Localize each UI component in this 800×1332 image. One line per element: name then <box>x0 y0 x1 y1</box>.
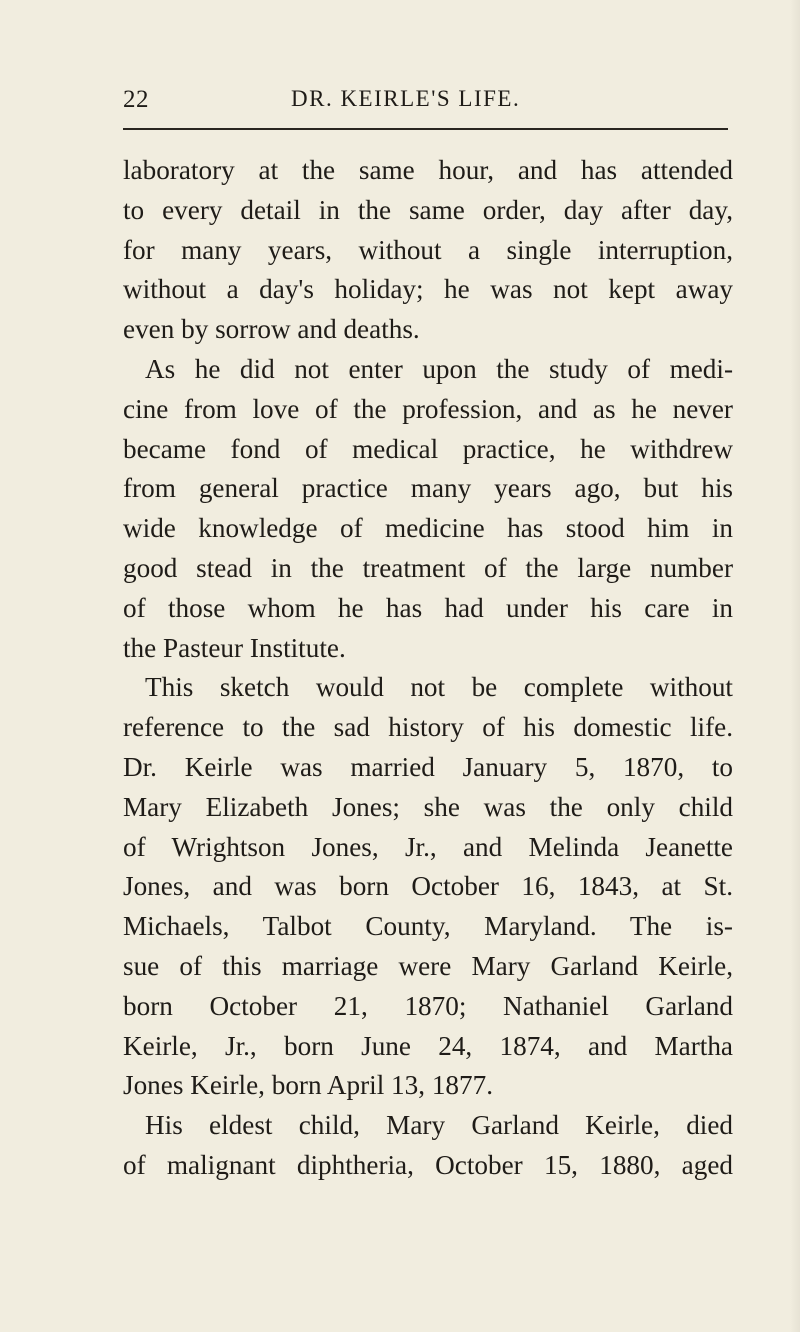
text-line: This sketch would not be complete without <box>145 672 733 703</box>
text-line: reference to the sad history of his domestic life. <box>123 712 733 743</box>
text-line: born October 21, 1870; Nathaniel Garland <box>123 990 733 1021</box>
text-line: to every detail in the same order, day after day, <box>123 194 733 225</box>
text-line: without a day's holiday; he was not kept away <box>123 274 733 305</box>
text-line: Michaels, Talbot County, Maryland. The is- <box>123 911 733 942</box>
text-line: good stead in the treatment of the large number <box>123 552 733 583</box>
body-text <box>123 151 733 1186</box>
text-line: As he did not enter upon the study of medi- <box>145 353 733 384</box>
running-head: DR. KEIRLE'S LIFE. <box>291 86 521 111</box>
text-line: the Pasteur Institute. <box>123 632 346 663</box>
text-line: Dr. Keirle was married January 5, 1870, to <box>123 751 733 782</box>
text-line: of malignant diphtheria, October 15, 1880, aged <box>123 1149 733 1180</box>
text-line: His eldest child, Mary Garland Keirle, died <box>145 1110 733 1141</box>
header-rule <box>123 128 728 130</box>
text-line: became fond of medical practice, he withdrew <box>123 433 733 464</box>
text-line: laboratory at the same hour, and has attended <box>123 155 733 185</box>
text-line: Jones Keirle, born April 13, 1877. <box>123 1070 494 1101</box>
text-line: Jones, and was born October 16, 1843, at St. <box>123 871 733 902</box>
page-header <box>123 86 728 116</box>
text-line: wide knowledge of medicine has stood him in <box>123 513 733 544</box>
text-line: sue of this marriage were Mary Garland Keirle, <box>123 950 733 981</box>
text-line: cine from love of the profession, and as he never <box>123 393 733 424</box>
text-line: Keirle, Jr., born June 24, 1874, and Martha <box>123 1030 733 1061</box>
text-line: of those whom he has had under his care in <box>123 592 733 623</box>
page-edge-shadow <box>790 0 800 1332</box>
text-line: Mary Elizabeth Jones; she was the only child <box>123 791 733 822</box>
text-line: of Wrightson Jones, Jr., and Melinda Jeanette <box>123 831 733 862</box>
page-number: 22 <box>123 86 149 113</box>
text-line: from general practice many years ago, but his <box>123 473 733 504</box>
text-line: for many years, without a single interruption, <box>123 234 733 265</box>
text-line: even by sorrow and deaths. <box>123 314 420 345</box>
